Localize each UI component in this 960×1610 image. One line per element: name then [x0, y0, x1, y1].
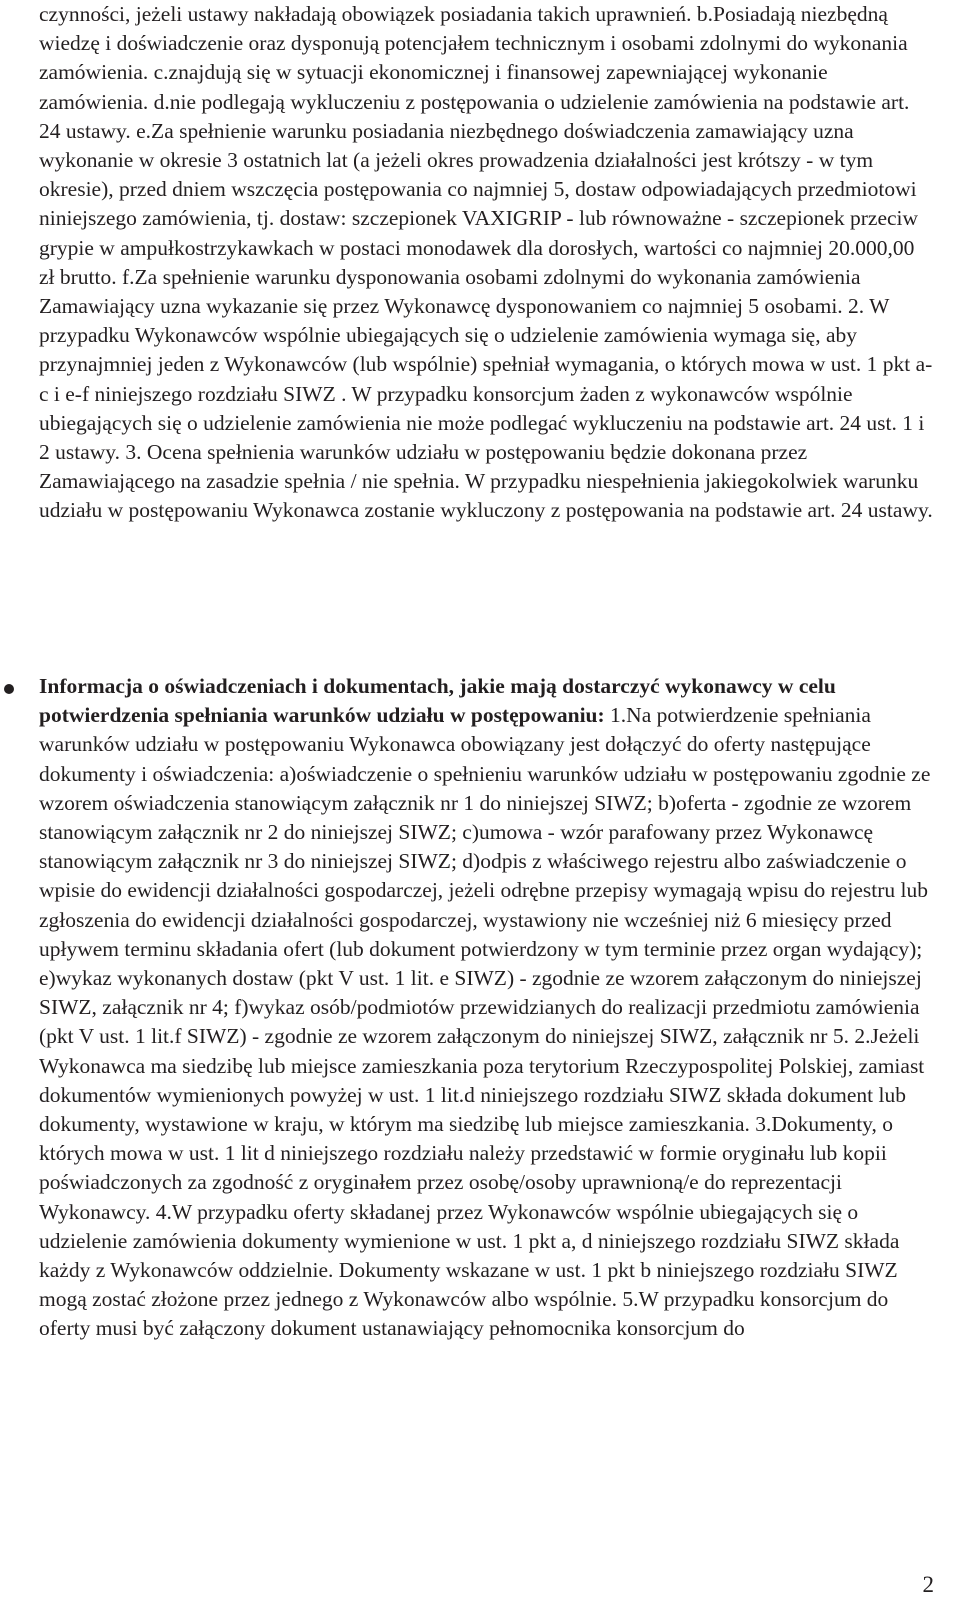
- bullet-icon: [4, 684, 14, 694]
- body-paragraph-conditions: czynności, jeżeli ustawy nakładają obowiązek posiadania takich uprawnień. b.Posiadają niezbędną wiedzę i doświadczenie oraz dysponują potencjałem technicznym i osobami zdolnymi do wykonania zamówienia. c.znajdują się w sytuacji ekonomicznej i finansowej zapewniającej wykonanie zamówienia. d.nie podlegają wykluczeniu z postępowania o udzielenie zamówienia na podstawie art. 24 ustawy. e.Za spełnienie warunku posiadania niezbędnego doświadczenia zamawiający uzna wykonanie w okresie 3 ostatnich lat (a jeżeli okres prowadzenia działalności jest krótszy - w tym okresie), przed dniem wszczęcia postępowania co najmniej 5, dostaw odpowiadających przedmiotowi niniejszego zamówienia, tj. dostaw: szczepionek VAXIGRIP - lub równoważne - szczepionek przeciw grypie w ampułkostrzykawkach w postaci monodawek dla dorosłych, wartości co najmniej 20.000,00 zł brutto. f.Za spełnienie warunku dysponowania osobami zdolnymi do wykonania zamówienia Zamawiający uzna wykazanie się przez Wykonawcę dysponowaniem co najmniej 5 osobami. 2. W przypadku Wykonawców wspólnie ubiegających się o udzielenie zamówienia wymaga się, aby przynajmniej jeden z Wykonawców (lub wspólnie) spełniał wymagania, o których mowa w ust. 1 pkt a-c i e-f niniejszego rozdziału SIWZ . W przypadku konsorcjum żaden z wykonawców wspólnie ubiegających się o udzielenie zamówienia nie może podlegać wykluczeniu na podstawie art. 24 ust. 1 i 2 ustawy. 3. Ocena spełnienia warunków udziału w postępowaniu będzie dokonana przez Zamawiającego na zasadzie spełnia / nie spełnia. W przypadku niespełnienia jakiegokolwiek warunku udziału w postępowaniu Wykonawca zostanie wykluczony z postępowania na podstawie art. 24 ustawy.: [39, 2, 933, 523]
- bullet-paragraph: [39, 672, 933, 1344]
- page-number: 2: [922, 1572, 934, 1597]
- section-heading: Informacja o oświadczeniach i dokumentach, jakie mają dostarczyć wykonawcy w celu potwierdzenia spełniania warunków udziału w postępowaniu:: [39, 674, 836, 728]
- bullet-body-text: 1.Na potwierdzenie spełniania warunków udziału w postępowaniu Wykonawca obowiązany jest dołączyć do oferty następujące dokumenty i oświadczenia: a)oświadczenie o spełnieniu warunków udziału w postępowaniu zgodnie ze wzorem oświadczenia stanowiącym załącznik nr 1 do niniejszej SIWZ; b)oferta - zgodnie ze wzorem stanowiącym załącznik nr 2 do niniejszej SIWZ; c)umowa - wzór parafowany przez Wykonawcę stanowiącym załącznik nr 3 do niniejszej SIWZ; d)odpis z właściwego rejestru albo zaświadczenie o wpisie do ewidencji działalności gospodarczej, jeżeli odrębne przepisy wymagają wpisu do rejestru lub zgłoszenia do ewidencji działalności gospodarczej, wystawiony nie wcześniej niż 6 miesięcy przed upływem terminu składania ofert (lub dokument potwierdzony w tym terminie przez organ wydający); e)wykaz wykonanych dostaw (pkt V ust. 1 lit. e SIWZ) - zgodnie ze wzorem załączonym do niniejszej SIWZ, załącznik nr 4; f)wykaz osób/podmiotów przewidzianych do realizacji przedmiotu zamówienia (pkt V ust. 1 lit.f SIWZ) - zgodnie ze wzorem załączonym do niniejszej SIWZ, załącznik nr 5. 2.Jeżeli Wykonawca ma siedzibę lub miejsce zamieszkania poza terytorium Rzeczypospolitej Polskiej, zamiast dokumentów wymienionych powyżej w ust. 1 lit.d niniejszego rozdziału SIWZ składa dokument lub dokumenty, wystawione w kraju, w którym ma siedzibę lub miejsce zamieszkania. 3.Dokumenty, o których mowa w ust. 1 lit d niniejszego rozdziału należy przedstawić w formie oryginału lub kopii poświadczonych za zgodność z oryginałem przez osobę/osoby uprawnioną/e do reprezentacji Wykonawcy. 4.W przypadku oferty składanej przez Wykonawców wspólnie ubiegających się o udzielenie zamówienia dokumenty wymienione w ust. 1 pkt a, d niniejszego rozdziału SIWZ składa każdy z Wykonawców oddzielnie. Dokumenty wskazane w ust. 1 pkt b niniejszego rozdziału SIWZ mogą zostać złożone przez jednego z Wykonawców albo wspólnie. 5.W przypadku konsorcjum do oferty musi być załączony dokument ustanawiający pełnomocnika konsorcjum do: [39, 703, 931, 1341]
